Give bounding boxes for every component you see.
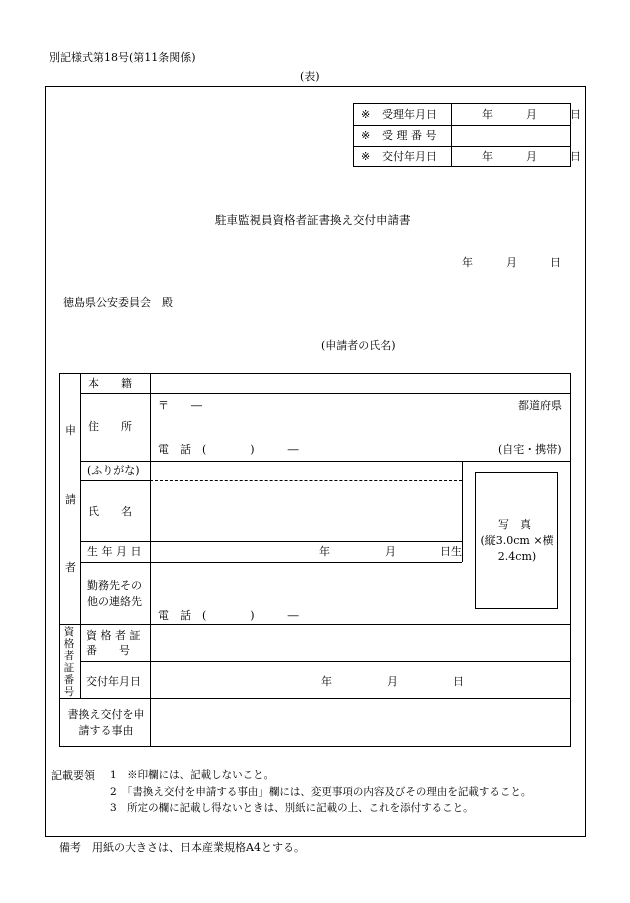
form-side-label: (表) (300, 70, 320, 83)
applicant-name-label: (申請者の氏名) (321, 339, 396, 352)
name-field[interactable] (156, 500, 456, 520)
applicant-group-label: 請 (65, 493, 76, 506)
certificate-number-label: 資 格 者 証 番 号 (86, 629, 141, 658)
receipt-mark: ※ (361, 150, 371, 163)
prefecture-label: 都道府県 (518, 399, 562, 412)
addressee: 徳島県公安委員会 殿 (63, 296, 173, 309)
notes-heading: 記載要領 (51, 769, 95, 782)
applicant-group-label: 申 (65, 424, 76, 437)
certificate-number-field[interactable] (156, 636, 566, 650)
furigana-field[interactable] (156, 465, 456, 477)
photo-label: 写 真 (498, 518, 531, 531)
application-date[interactable]: 年 月 日 (462, 256, 561, 269)
issue-date-label: 交付年月日 (382, 150, 437, 163)
phone-field[interactable]: 電 話 ( ) ― (158, 443, 299, 456)
workplace-label: 勤務先その他の連絡先 (87, 579, 142, 608)
form-number: 別記様式第18号(第11条関係) (49, 51, 196, 64)
certificate-issue-date-label: 交付年月日 (86, 675, 141, 688)
note-item: 2 「書換え交付を申請する事由」欄には、変更事項の内容及びその理由を記載すること。 (110, 786, 532, 798)
applicant-group-label: 者 (65, 561, 76, 574)
receipt-number-label: 受 理 番 号 (382, 129, 437, 142)
address-label: 住 所 (88, 420, 132, 433)
honseki-field[interactable] (156, 378, 566, 390)
document-title: 駐車監視員資格者証書換え交付申請書 (215, 213, 411, 227)
certificate-issue-date-field[interactable]: 年 月 日 (321, 675, 464, 688)
phone-type-label: (自宅・携帯) (498, 443, 562, 456)
postal-code-field[interactable]: 〒 ― (158, 399, 202, 412)
furigana-label: (ふりがな) (87, 464, 140, 477)
birth-date-field[interactable]: 年 月 日生 (319, 545, 462, 558)
photo-size-note: (縦3.0cm ×横2.4cm) (480, 534, 554, 563)
note-item: 1 ※印欄には、記載しないこと。 (110, 769, 275, 781)
honseki-label: 本 籍 (88, 377, 132, 390)
reason-field[interactable] (156, 706, 566, 740)
issue-date-field[interactable]: 年 月 日 (482, 150, 581, 163)
receipt-date-field[interactable]: 年 月 日 (482, 108, 581, 121)
reason-label: 書換え交付を申請する事由 (67, 708, 145, 737)
certificate-group-label: 資 格 者 証 番 号 (63, 626, 75, 699)
work-phone-field[interactable]: 電 話 ( ) ― (158, 609, 299, 622)
note-item: 3 所定の欄に記載し得ないときは、別紙に記載の上、これを添付すること。 (110, 802, 474, 814)
birth-date-label: 生 年 月 日 (87, 545, 142, 558)
name-label: 氏 名 (88, 505, 132, 518)
receipt-date-label: 受理年月日 (382, 108, 437, 121)
remark: 備考 用紙の大きさは、日本産業規格A4とする。 (59, 841, 305, 854)
receipt-mark: ※ (361, 108, 371, 121)
receipt-mark: ※ (361, 129, 371, 142)
